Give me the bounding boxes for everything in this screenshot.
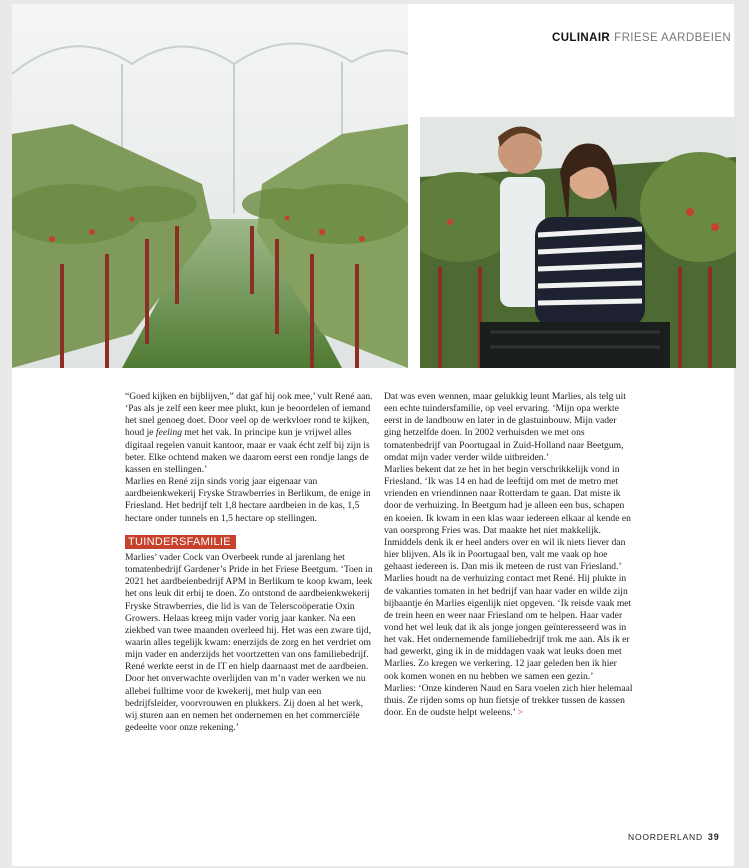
magazine-page [12,4,734,866]
paragraph: Marlies houdt na de verhuizing contact met René. Hij plukte in de vakanties tomaten in het bedrijf van haar vader en wilde zijn bijbaantje én Marlies eigenlijk niet opgeven. ‘Ik reisde vaak met de trein heen en weer naar Friesland om te helpen. Haar vader vond het wel leuk dat ik als jonge jongen geïnteresseerd was in het vak. Het ondernemende familiebedrijf trok me aan. Als ik er had gewerkt, ging ik in de middagen vaak wat leuks doen met Marlies. Zo kregen we verkering. 12 jaar geleden ben ik hier ook komen wonen en nu hebben we samen een gezin.’ [384,573,632,682]
paragraph: Marlies en René zijn sinds vorig jaar eigenaar van aardbeienkwekerij Fryske Strawberries in Berlikum, de enige in Friesland. Het bedrijf telt 1,8 hectare aardbeien in de kas, 1,5 hectare onder tunnels en 1,5 hectare op stellingen. [125,476,371,524]
page-number: 39 [707,832,720,842]
paragraph: Dat was even wennen, maar gelukkig leunt Marlies, als telg uit een echte tuindersfamilie, op veel ervaring. ‘Mijn opa werkte eerst in de landbouw en later in de glastuinbouw. Mijn vader ging hetzelfde doen. In 2002 verhuisden we met ons tomatenbedrijf van Poortugaal in Zuid-Holland naar Beetgum, omdat mijn vader verder wilde uitbreiden.’ [384,391,626,463]
continue-arrow-icon: > [517,707,523,719]
article-column-left [125,391,374,734]
subheading: TUINDERSFAMILIE [125,535,236,549]
paragraph: Marlies: ‘Onze kinderen Naud en Sara voelen zich hier helemaal thuis. Ze rijden soms op hun fietsje of trekker tussen de kassen door. En de oudste helpt weleens.’ > [384,682,633,719]
section-label: CULINAIR [552,32,611,44]
paragraph: Marlies bekent dat ze het in het begin verschrikkelijk vond in Friesland. ‘Ik was 14 en had de leeftijd om met de metro met vrienden en vriendinnen naar Rotterdam te gaan. Dat miste ik door de verhuizing. In Beetgum had je alleen een bus, schapen en koeien. Ik kwam in een klas waar iedereen elkaar al kende en van oorsprong Fries was. Dat maakte het niet makkelijk. Inmiddels denk ik er heel anders over en wil ik niets liever dan hier blijven. Als ik in Poortugaal ben, valt me vaak op hoe gehaast iedereen is. Dan mis ik meteen de rust van Friesland.’ [384,463,631,573]
magazine-name: NOORDERLAND [628,832,703,842]
paragraph: Marlies’ vader Cock van Overbeek runde al jarenlang het tomatenbedrijf Gardener’s Pride in het Friese Beetgum. ‘Toen in 2021 het aardbeienbedrijf APM in Berlikum te koop kwam, leek het ons leuk dit erbij te doen. Zo ontstond de aardbeienkwekerij Fryske Strawberries, die lid is van de Telerscoöperatie Oxin Growers. Helaas kreeg mijn vader vorig jaar kanker. Na een ziekbed van twee maanden overleed hij. Het was een zware tijd, waarin alles tegelijk kwam: enerzijds de zorg en het verdriet om mijn vader en anderzijds het voortzetten van ons familiebedrijf. René werkte eerst in de IT en hielp daarnaast met de aardbeien. Door het onverwachte overlijden van m’n vader werken we nu allebei fulltime voor de kwekerij, met hulp van een bedrijfsleider, voorvrouwen en plukkers. Zij doen al het werk, wij sturen aan en nemen het ondernemen en het commerciële gedeelte voor onze rekening.’ [125,551,373,734]
couple-picking-strawberries-photo [420,117,736,368]
page-footer [628,832,720,842]
greenhouse-strawberry-rows-photo [12,4,408,368]
paragraph: “Goed kijken en bijblijven,” dat gaf hij ook mee,’ vult René aan. ‘Pas als je zelf een keer mee plukt, kun je beoordelen of iemand het snel genoeg doet. Door veel op de werkvloer rond te kijken, houd je feeling met het vak. In principe kun je vrijwel alles digitaal regelen vanuit kantoor, maar er vaak écht zelf bij zijn is beter. Elke ochtend maken we daarom eerst een rondje langs de kassen en stellingen.’ [125,391,373,475]
article-column-right [384,391,633,719]
section-header [552,32,731,44]
section-subject: FRIESE AARDBEIEN [614,32,732,44]
